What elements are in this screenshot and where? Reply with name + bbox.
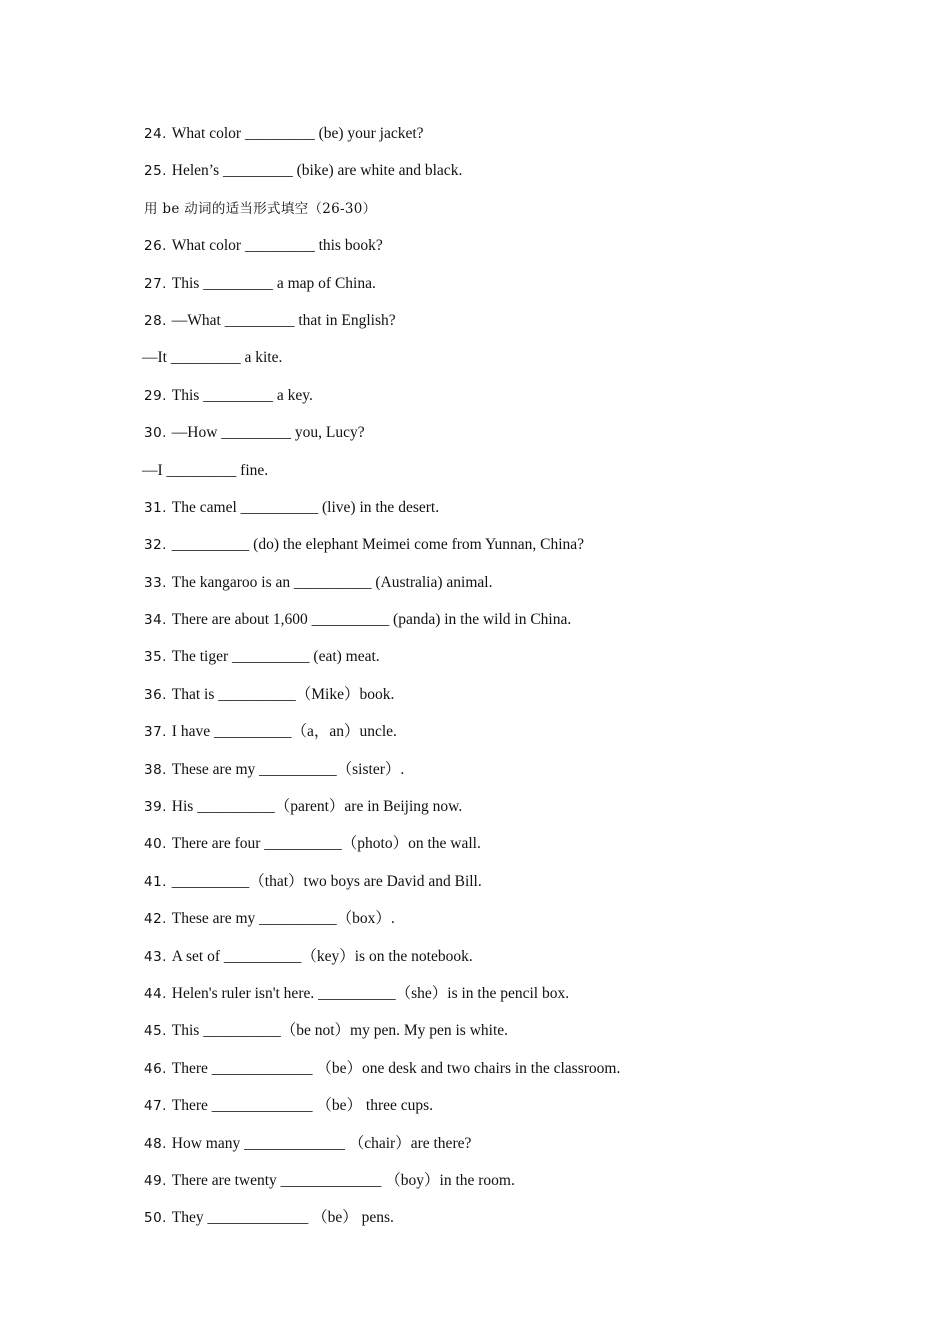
item-text: What color _________ this book?	[171, 237, 383, 255]
item-text: A set of __________（key）is on the notebook.	[171, 947, 473, 965]
exercise-38	[144, 757, 864, 794]
exercise-42	[144, 906, 864, 943]
item-number: 36.	[144, 686, 167, 703]
item-text: His __________（parent）are in Beijing now.	[171, 798, 463, 816]
item-text: This __________（be not）my pen. My pen is white.	[171, 1022, 509, 1040]
exercise-49	[144, 1168, 864, 1205]
item-number: 49.	[144, 1172, 167, 1189]
item-number: 32.	[144, 537, 167, 554]
exercise-47	[144, 1093, 864, 1130]
exercise-44	[144, 981, 864, 1018]
exercise-48	[144, 1131, 864, 1168]
exercise-30	[144, 420, 864, 457]
item-text: There are twenty _____________ （boy）in the room.	[171, 1171, 515, 1189]
item-number: 42.	[144, 911, 167, 928]
exercise-26	[144, 233, 864, 270]
item-number: 38.	[144, 761, 167, 778]
exercise-41	[144, 869, 864, 906]
item-number: 47.	[144, 1098, 167, 1115]
item-number: 39.	[144, 799, 167, 816]
item-number: 27.	[144, 275, 167, 292]
item-number: 24.	[144, 126, 167, 142]
item-number: 28.	[144, 312, 167, 329]
item-text: The tiger __________ (eat) meat.	[171, 648, 380, 666]
item-number: 31.	[144, 499, 167, 516]
item-text: This _________ a key.	[171, 386, 313, 404]
section-heading: 用 be 动词的适当形式填空（26-30）	[144, 200, 377, 217]
item-text: What color _________ (be) your jacket?	[171, 125, 424, 142]
item-text: __________ (do) the elephant Meimei come from Yunnan, China?	[171, 536, 585, 554]
item-number: 30.	[144, 425, 167, 442]
item-number: 43.	[144, 948, 167, 965]
item-number: 29.	[144, 387, 167, 404]
exercise-34	[144, 607, 864, 644]
exercise-28	[144, 308, 864, 345]
item-text: They _____________ （be） pens.	[171, 1209, 394, 1227]
item-number: 25.	[144, 163, 167, 180]
item-text: That is __________（Mike）book.	[171, 685, 395, 703]
item-text: I have __________（a，an）uncle.	[171, 723, 397, 741]
item-text: Helen's ruler isn't here. __________（she）is in the pencil box.	[171, 984, 570, 1002]
exercise-list	[144, 121, 864, 1243]
item-number: 50.	[144, 1210, 167, 1227]
item-number: 33.	[144, 574, 167, 591]
item-text: —What _________ that in English?	[171, 311, 396, 329]
item-text: __________（that）two boys are David and Bill.	[171, 872, 482, 890]
item-text: How many _____________ （chair）are there?	[171, 1134, 472, 1152]
exercise-32	[144, 532, 864, 569]
item-text: There are four __________（photo）on the wall.	[171, 835, 481, 853]
exercise-37	[144, 719, 864, 756]
exercise-39	[144, 794, 864, 831]
item-text: There are about 1,600 __________ (panda) in the wild in China.	[171, 611, 572, 629]
item-number: 41.	[144, 873, 167, 890]
item-text: The camel __________ (live) in the desert.	[171, 498, 440, 516]
exercise-33	[144, 570, 864, 607]
exercise-29	[144, 383, 864, 420]
item-text: There _____________ （be）one desk and two chairs in the classroom.	[171, 1059, 621, 1077]
item-text: This _________ a map of China.	[171, 274, 376, 292]
exercise-31	[144, 495, 864, 532]
exercise-30-answer	[142, 458, 864, 495]
item-number: 40.	[144, 836, 167, 853]
exercise-36	[144, 682, 864, 719]
item-text: These are my __________（box）.	[171, 910, 395, 928]
item-number: 35.	[144, 649, 167, 666]
item-text: There _____________ （be） three cups.	[171, 1097, 434, 1115]
item-number: 26.	[144, 238, 167, 255]
item-number: 37.	[144, 724, 167, 741]
exercise-43	[144, 944, 864, 981]
exercise-45	[144, 1018, 864, 1055]
item-text: —It _________ a kite.	[142, 349, 283, 367]
item-number: 44.	[144, 985, 167, 1002]
exercise-46	[144, 1056, 864, 1093]
exercise-28-answer	[142, 345, 864, 382]
item-text: Helen’s _________ (bike) are white and black.	[171, 162, 463, 180]
exercise-50	[144, 1205, 864, 1242]
item-number: 46.	[144, 1060, 167, 1077]
exercise-27	[144, 271, 864, 308]
item-text: —I _________ fine.	[142, 461, 269, 479]
exercise-35	[144, 644, 864, 681]
exercise-25	[144, 158, 864, 195]
item-number: 48.	[144, 1135, 167, 1152]
item-text: The kangaroo is an __________ (Australia) animal.	[171, 573, 493, 591]
item-number: 34.	[144, 612, 167, 629]
item-number: 45.	[144, 1023, 167, 1040]
exercise-24	[144, 121, 864, 158]
item-text: These are my __________（sister）.	[171, 760, 405, 778]
item-text: —How _________ you, Lucy?	[171, 424, 365, 442]
exercise-40	[144, 831, 864, 868]
